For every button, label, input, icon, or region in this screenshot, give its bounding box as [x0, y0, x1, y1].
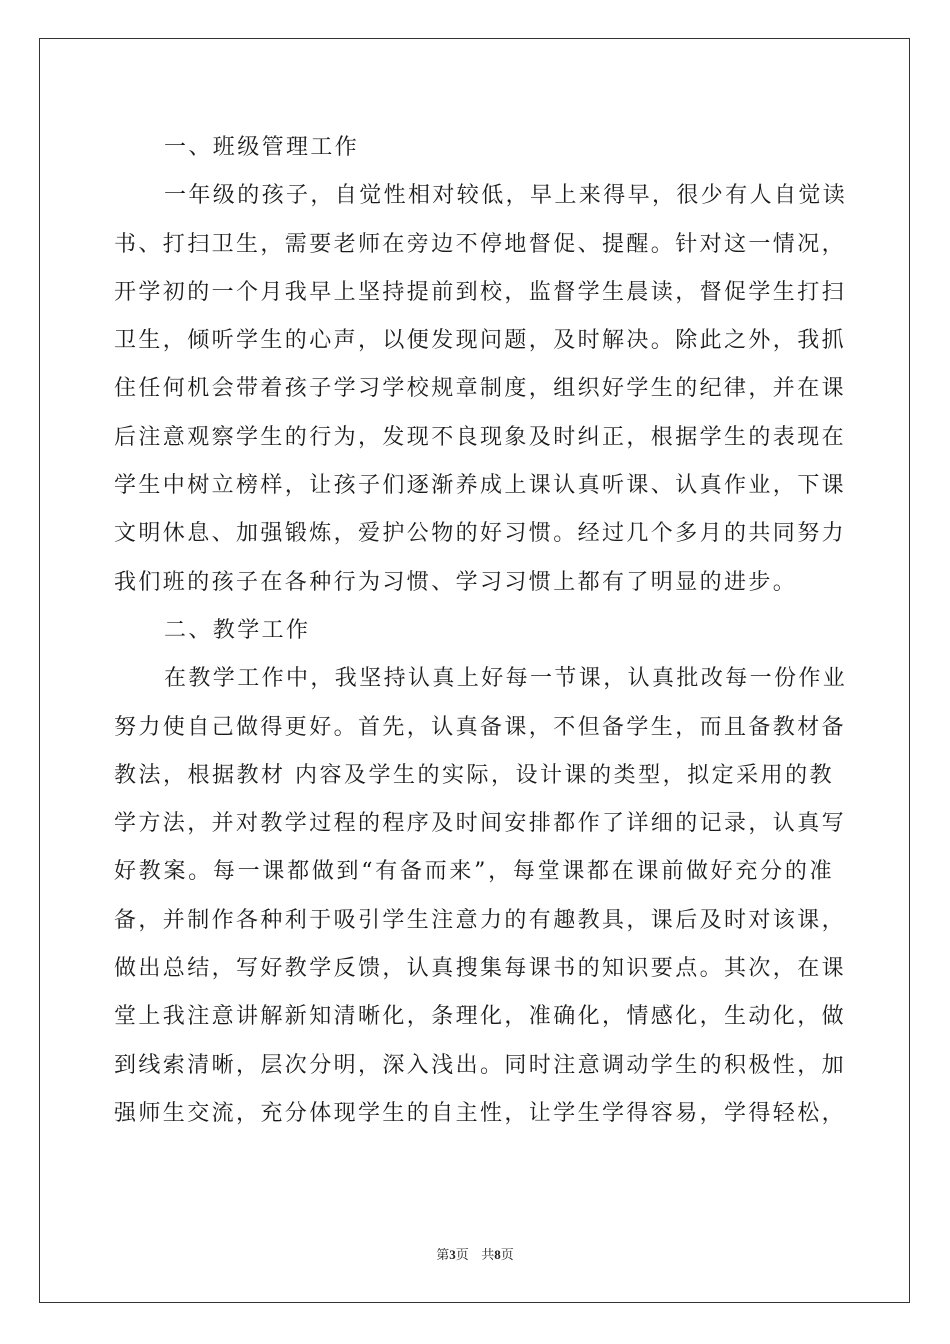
paragraph-line: 文明休息、加强锻炼，爱护公物的好习惯。经过几个多月的共同努力 [114, 521, 847, 547]
paragraph-line: 学方法，并对教学过程的程序及时间安排都作了详细的记录，认真写 [114, 811, 847, 837]
paragraph-line: 努力使自己做得更好。首先，认真备课，不但备学生，而且备教材备 [114, 714, 847, 740]
paragraph-line: 我们班的孩子在各种行为习惯、学习习惯上都有了明显的进步。 [114, 569, 798, 595]
page-current: 3 [449, 1247, 456, 1262]
paragraph-line: 好教案。每一课都做到“有备而来”，每堂课都在课前做好充分的准 [114, 859, 834, 885]
page-suffix: 页 [500, 1248, 514, 1263]
paragraph-line: 堂上我注意讲解新知清晰化，条理化，准确化，情感化，生动化，做 [114, 1004, 847, 1030]
paragraph-line: 后注意观察学生的行为，发现不良现象及时纠正，根据学生的表现在 [114, 424, 847, 450]
page-prefix: 第 [436, 1248, 450, 1263]
paragraph-line: 开学初的一个月我早上坚持提前到校，监督学生晨读，督促学生打扫 [114, 279, 847, 305]
page-mid: 页 共 [455, 1248, 495, 1263]
paragraph-line: 卫生，倾听学生的心声，以便发现问题，及时解决。除此之外，我抓 [114, 328, 847, 354]
paragraph-line: 到线索清晰，层次分明，深入浅出。同时注意调动学生的积极性，加 [114, 1052, 847, 1078]
paragraph-line: 强师生交流，充分体现学生的自主性，让学生学得容易，学得轻松， [114, 1100, 847, 1126]
paragraph-line: 做出总结，写好教学反馈，认真搜集每课书的知识要点。其次，在课 [114, 956, 847, 982]
paragraph-line: 备，并制作各种利于吸引学生注意力的有趣教具，课后及时对该课， [114, 907, 847, 933]
section-heading: 二、教学工作 [164, 617, 311, 643]
paragraph-line: 在教学工作中，我坚持认真上好每一节课，认真批改每一份作业 [164, 666, 848, 692]
page-footer [0, 1244, 950, 1263]
page-total: 8 [494, 1247, 501, 1262]
paragraph-line: 一年级的孩子，自觉性相对较低，早上来得早，很少有人自觉读 [164, 183, 848, 209]
paragraph-line: 教法，根据教材 内容及学生的实际，设计课的类型，拟定采用的教 [114, 762, 834, 788]
paragraph-line: 住任何机会带着孩子学习学校规章制度，组织好学生的纪律，并在课 [114, 376, 847, 402]
paragraph-line: 书、打扫卫生，需要老师在旁边不停地督促、提醒。针对这一情况， [114, 231, 847, 257]
document-body [114, 124, 848, 1138]
section-heading: 一、班级管理工作 [164, 135, 360, 160]
paragraph-line: 学生中树立榜样，让孩子们逐渐养成上课认真听课、认真作业，下课 [114, 473, 847, 499]
